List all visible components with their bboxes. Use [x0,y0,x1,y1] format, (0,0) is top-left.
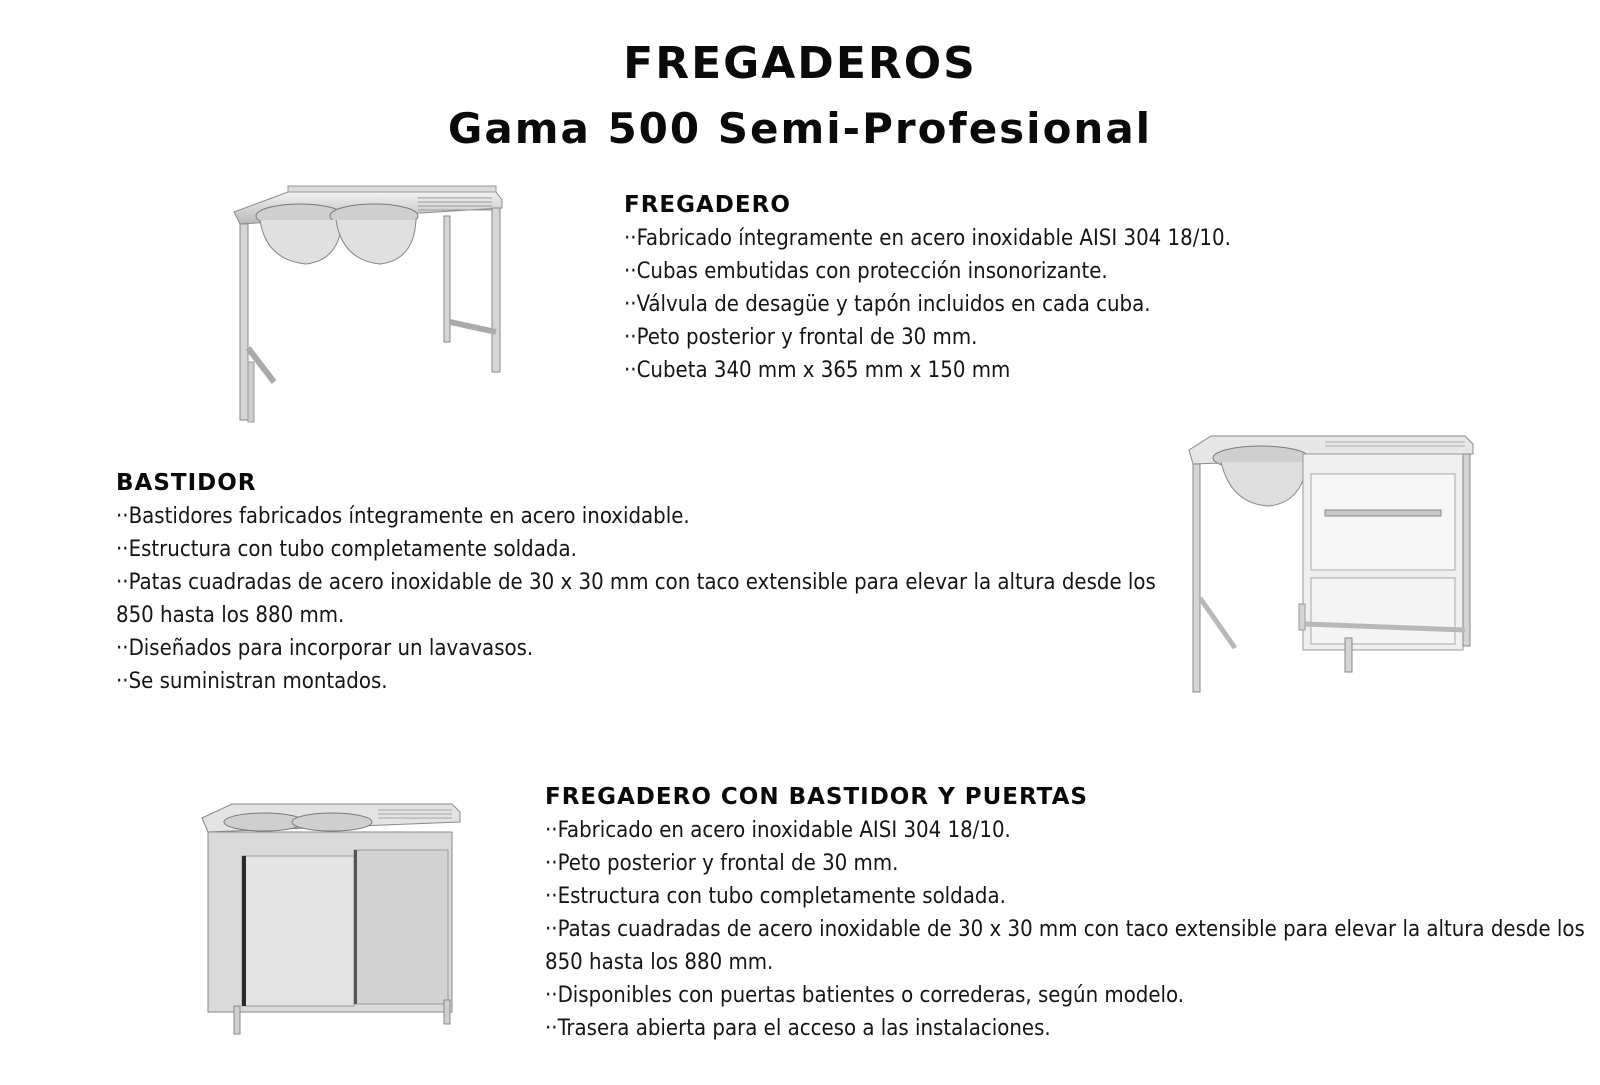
double-sink-table-image [196,172,556,444]
list-item: ··Cubeta 340 mm x 365 mm x 150 mm [624,358,1011,383]
section-bastidor [116,470,1156,698]
list-item: ··Válvula de desagüe y tapón incluidos en cada cuba. [624,292,1151,317]
list-item: ··Patas cuadradas de acero inoxidable de 30 x 30 mm con taco extensible para elevar la altura desde los 850 hasta los 880 mm. [545,917,1585,975]
list-item: ··Diseñados para incorporar un lavavasos. [116,636,534,661]
list-item: ··Fabricado íntegramente en acero inoxidable AISI 304 18/10. [624,226,1231,251]
list-item: ··Fabricado en acero inoxidable AISI 304 18/10. [545,818,1011,843]
list-item: ··Peto posterior y frontal de 30 mm. [624,325,978,350]
sink-cabinet-with-doors-image [198,800,498,1046]
section-fregadero [624,192,1231,387]
list-item: ··Cubas embutidas con protección insonorizante. [624,259,1108,284]
list-item: ··Bastidores fabricados íntegramente en acero inoxidable. [116,504,690,529]
sink-frame-with-glasswasher-image [1175,408,1535,724]
list-item: ··Se suministran montados. [116,669,388,694]
section-heading: FREGADERO [624,192,791,218]
list-item: ··Estructura con tubo completamente soldada. [545,884,1006,909]
list-item: ··Patas cuadradas de acero inoxidable de 30 x 30 mm con taco extensible para elevar la altura desde los 850 hasta los 880 mm. [116,570,1156,628]
list-item: ··Disponibles con puertas batientes o correderas, según modelo. [545,983,1185,1008]
page-subtitle: Gama 500 Semi-Profesional [447,104,1153,153]
section-heading: BASTIDOR [116,470,257,496]
section-fregadero-bastidor-puertas [545,784,1585,1045]
list-item: ··Estructura con tubo completamente soldada. [116,537,577,562]
list-item: ··Trasera abierta para el acceso a las instalaciones. [545,1016,1051,1041]
list-item: ··Peto posterior y frontal de 30 mm. [545,851,899,876]
section-heading: FREGADERO CON BASTIDOR Y PUERTAS [545,784,1088,810]
page-title: FREGADEROS [623,38,977,89]
